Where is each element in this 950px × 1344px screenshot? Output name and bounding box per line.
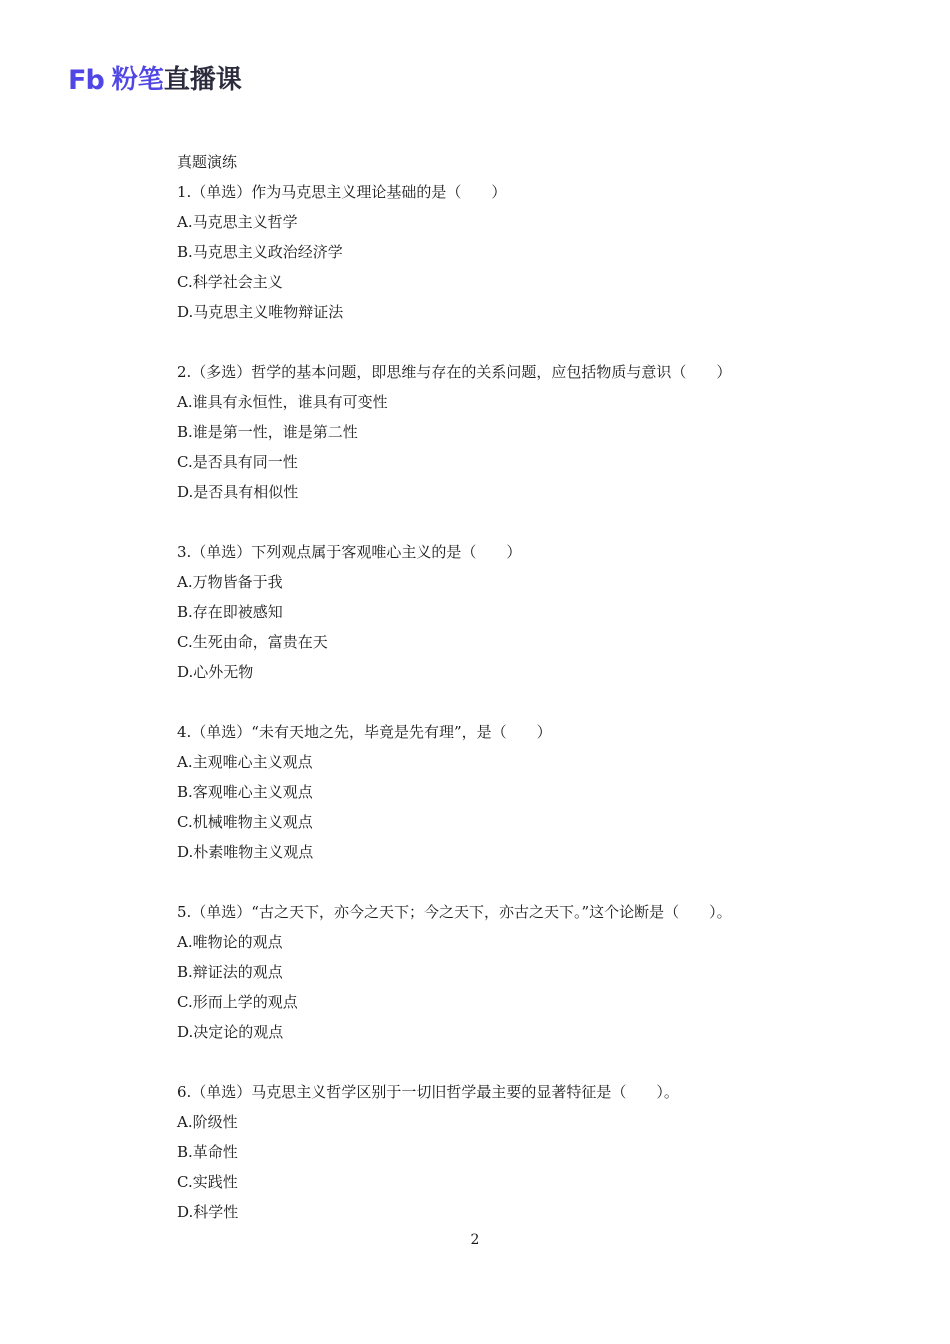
option-c: C.机械唯物主义观点 [177,813,313,831]
option-b: B.客观唯心主义观点 [177,783,313,801]
option-d: D.马克思主义唯物辩证法 [177,303,344,321]
option-d: D.心外无物 [177,663,254,681]
option-d: D.是否具有相似性 [177,483,299,501]
option-a: A.谁具有永恒性，谁具有可变性 [177,393,388,411]
option-a: A.马克思主义哲学 [177,213,298,231]
question-stem: 5.（单选）“古之天下，亦今之天下；今之天下，亦古之天下。”这个论断是（ ）。 [177,903,732,921]
section-title: 真题演练 [177,153,238,171]
question-3 [177,537,877,687]
brand-subtitle: 直播课 [163,65,242,95]
question-stem: 6.（单选）马克思主义哲学区别于一切旧哲学最主要的显著特征是（ ）。 [177,1083,679,1101]
question-6 [177,1077,877,1227]
brand-logo [68,62,242,98]
option-b: B.革命性 [177,1143,238,1161]
fenbi-logo-icon: Fb [68,64,104,96]
page-number: 2 [470,1232,480,1248]
option-a: A.阶级性 [177,1113,238,1131]
option-d: D.科学性 [177,1203,239,1221]
question-stem: 3.（单选）下列观点属于客观唯心主义的是（ ） [177,543,522,561]
option-b: B.辩证法的观点 [177,963,283,981]
option-b: B.存在即被感知 [177,603,283,621]
question-stem: 4.（单选）“未有天地之先，毕竟是先有理”，是（ ） [177,723,552,741]
brand-title [112,67,242,93]
question-1 [177,177,877,327]
question-2 [177,357,877,507]
option-a: A.主观唯心主义观点 [177,753,313,771]
option-c: C.形而上学的观点 [177,993,298,1011]
option-c: C.是否具有同一性 [177,453,298,471]
option-c: C.实践性 [177,1173,238,1191]
option-c: C.生死由命，富贵在天 [177,633,328,651]
option-d: D.朴素唯物主义观点 [177,843,314,861]
option-a: A.唯物论的观点 [177,933,283,951]
question-4 [177,717,877,867]
question-5 [177,897,877,1047]
question-stem: 1.（单选）作为马克思主义理论基础的是（ ） [177,183,507,201]
question-stem: 2.（多选）哲学的基本问题，即思维与存在的关系问题，应包括物质与意识（ ） [177,363,732,381]
option-c: C.科学社会主义 [177,273,283,291]
option-a: A.万物皆备于我 [177,573,283,591]
option-d: D.决定论的观点 [177,1023,284,1041]
option-b: B.谁是第一性，谁是第二性 [177,423,358,441]
document-body [177,147,877,1227]
option-b: B.马克思主义政治经济学 [177,243,343,261]
brand-name: 粉笔 [111,65,164,95]
